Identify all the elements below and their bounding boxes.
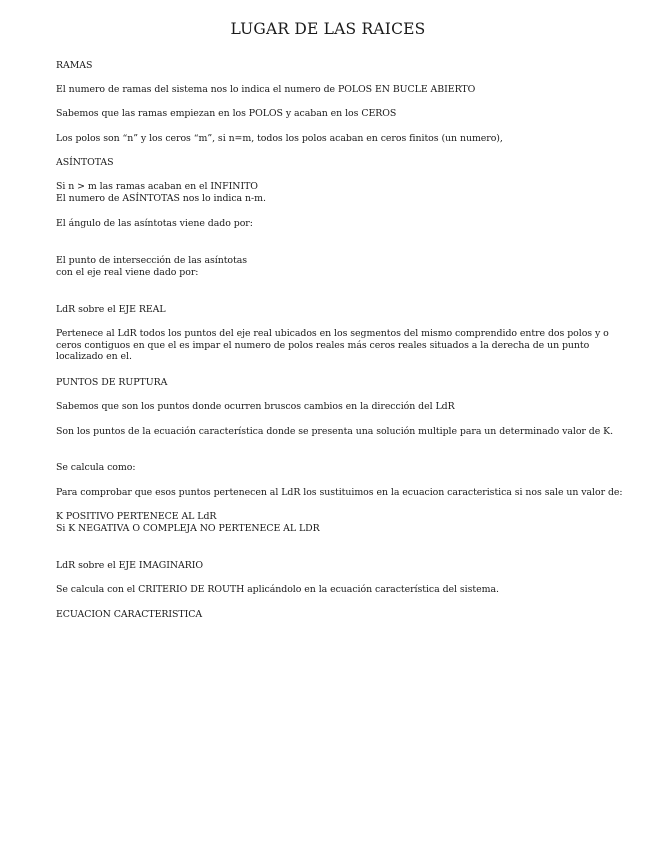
asintotas-line-4: El punto de intersección de las asíntotas [56, 255, 248, 266]
ramas-paragraph-1: El numero de ramas del sistema nos lo indica el numero de POLOS EN BUCLE ABIERTO [56, 84, 476, 95]
asintotas-line-3: El ángulo de las asíntotas viene dado por: [56, 218, 253, 229]
ruptura-paragraph-2: Son los puntos de la ecuación característica donde se presenta una solución multiple para un determinado valor de K. [56, 426, 614, 437]
heading-asintotas: ASÍNTOTAS [56, 157, 114, 168]
ramas-paragraph-3: Los polos son “n” y los ceros “m”, si n=m, todos los polos acaban en ceros finitos (un numero), [56, 133, 503, 144]
ruptura-paragraph-3: Se calcula como: [56, 462, 136, 473]
asintotas-line-2: El numero de ASÍNTOTAS nos lo indica n-m. [56, 193, 266, 204]
heading-eje-imaginario: LdR sobre el EJE IMAGINARIO [56, 560, 204, 571]
asintotas-line-1: Si n > m las ramas acaban en el INFINITO [56, 181, 258, 192]
ruptura-line-5: K POSITIVO PERTENECE AL LdR [56, 511, 217, 522]
ruptura-paragraph-1: Sabemos que son los puntos donde ocurren bruscos cambios en la dirección del LdR [56, 401, 455, 412]
heading-ecuacion-caracteristica: ECUACION CARACTERISTICA [56, 609, 203, 620]
heading-ramas: RAMAS [56, 60, 93, 71]
eje-imaginario-paragraph: Se calcula con el CRITERIO DE ROUTH aplicándolo en la ecuación característica del sistema. [56, 584, 499, 595]
asintotas-line-5: con el eje real viene dado por: [56, 267, 199, 278]
ruptura-paragraph-4: Para comprobar que esos puntos pertenecen al LdR los sustituimos en la ecuacion caracteristica si nos sale un valor de: [56, 487, 623, 498]
heading-puntos-ruptura: PUNTOS DE RUPTURA [56, 377, 168, 388]
eje-real-paragraph: Pertenece al LdR todos los puntos del eje real ubicados en los segmentos del mismo comprendido entre dos polos y o ceros contiguos en que el es impar el numero de polos reales más ceros reales situados a la derecha de un punto localizado en el. [56, 328, 609, 363]
heading-eje-real: LdR sobre el EJE REAL [56, 304, 166, 315]
ruptura-line-6: Si K NEGATIVA O COMPLEJA NO PERTENECE AL LDR [56, 523, 320, 534]
page-title: LUGAR DE LAS RAICES [230, 20, 426, 38]
ramas-paragraph-2: Sabemos que las ramas empiezan en los POLOS y acaban en los CEROS [56, 108, 397, 119]
